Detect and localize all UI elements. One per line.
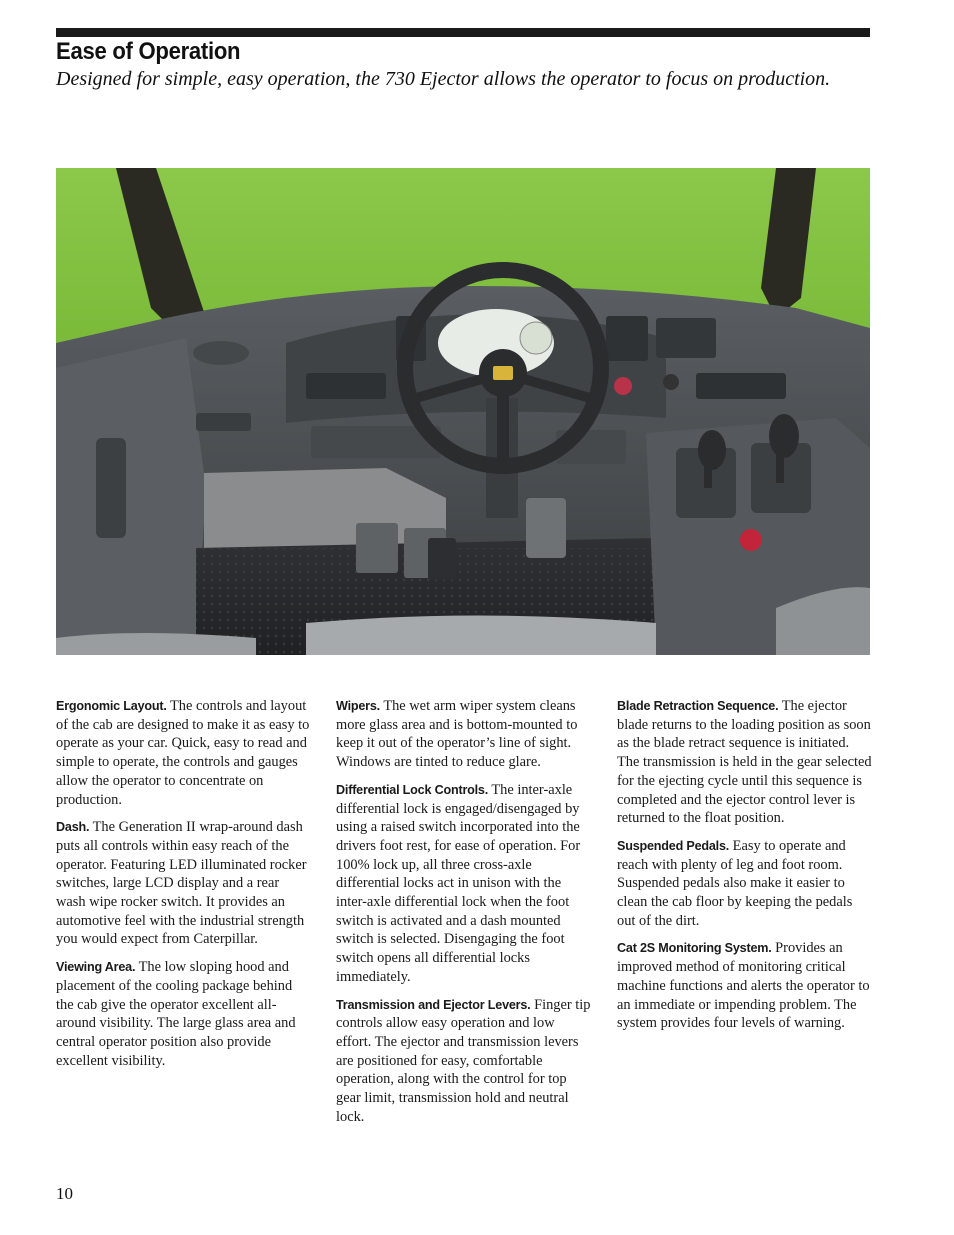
operator-cab-photo [56,168,870,655]
paragraph-body: The inter-axle differential lock is engaged/disengaged by using a raised switch incorporated into the drivers foot rest, for ease of operation. For 100% lock up, all three cross-axle differential locks act in unison with the inter-axle differential lock when the foot switch is activated and a dash mounted switch is selected. Disengaging the foot switch opens all differential locks immediately. [336,781,581,985]
page-number: 10 [56,1184,73,1203]
paragraph-heading: Differential Lock Controls. [336,782,489,797]
dash-paragraph [56,818,312,949]
blade-retraction-paragraph [617,697,873,828]
suspended-pedals-paragraph [617,837,873,931]
paragraph-heading: Viewing Area. [56,960,136,975]
paragraph-body: Provides an improved method of monitoring critical machine functions and alerts the operator to an immediate or impending problem. The system provides four levels of warning. [617,940,870,1032]
text-column-3 [617,697,873,1042]
paragraph-heading: Blade Retraction Sequence. [617,699,779,713]
text-column-2 [336,697,592,1135]
transmission-levers-paragraph [336,996,592,1127]
header-rule [56,28,870,37]
paragraph-body: The controls and layout of the cab are designed to make it as easy to operate as your car. Quick, easy to read and simple to operate, the controls and gauges allow the operator to concentrate on production. [56,698,310,808]
paragraph-body: The ejector blade returns to the loading position as soon as the blade retract sequence is initiated. The transmission is held in the gear selected for the ejecting cycle until this sequence is completed and the ejector control lever is returned to the float position. [617,698,872,827]
paragraph-heading: Dash. [56,820,90,835]
paragraph-heading: Wipers. [336,699,380,713]
differential-lock-paragraph [336,781,592,987]
ergonomic-layout-paragraph [56,697,312,809]
paragraph-heading: Suspended Pedals. [617,838,730,853]
paragraph-body: Finger tip controls allow easy operation and low effort. The ejector and transmission levers are positioned for easy, comfortable operation, along with the control for top gear limit, transmission hold and neutral lock. [336,996,591,1125]
paragraph-heading: Cat 2S Monitoring System. [617,941,772,956]
page-subtitle: Designed for simple, easy operation, the 730 Ejector allows the operator to focus on production. [56,68,831,90]
paragraph-body: Easy to operate and reach with plenty of leg and foot room. Suspended pedals also make it easier to clean the cab floor by keeping the pedals out of the dirt. [617,837,853,929]
paragraph-body: The Generation II wrap-around dash puts all controls within easy reach of the operator. Featuring LED illuminated rocker switches, large LCD display and a rear wash wipe rocker switch. It provides an automotive feel with the industrial strength you would expect from Caterpillar. [56,819,307,948]
paragraph-body: The low sloping hood and placement of the cooling package behind the cab give the operator excellent all-around visibility. The large glass area and central operator position also provide excellent visibility. [56,959,296,1069]
paragraph-body: The wet arm wiper system cleans more glass area and is bottom-mounted to keep it out of the operator’s line of sight. Windows are tinted to reduce glare. [336,698,578,771]
paragraph-heading: Transmission and Ejector Levers. [336,997,531,1012]
page-title: Ease of Operation [56,38,241,65]
text-column-1 [56,697,312,1079]
viewing-area-paragraph [56,958,312,1070]
wipers-paragraph [336,697,592,772]
paragraph-heading: Ergonomic Layout. [56,699,167,713]
monitoring-system-paragraph [617,939,873,1033]
